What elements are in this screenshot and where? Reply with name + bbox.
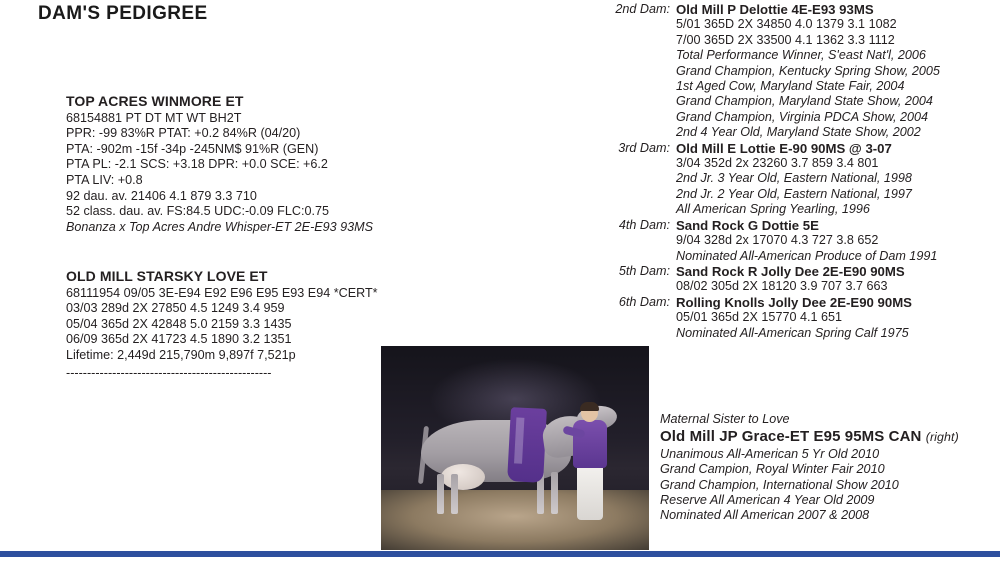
dam-block-old-mill-starsky-love (66, 269, 396, 381)
detail-line: 68111954 09/05 3E-E94 E92 E96 E95 E93 E94 *CERT* (66, 285, 378, 300)
section-divider: ------------------------------------------------- (66, 365, 272, 380)
cow-leg (451, 474, 458, 514)
detail-line: 52 class. dau. av. FS:84.5 UDC:-0.09 FLC:0.75 (66, 204, 329, 219)
dam-label: 3rd Dam: (618, 140, 670, 155)
dam-award: 1st Aged Cow, Maryland State Fair, 2004 (676, 79, 905, 94)
cow-leg (551, 472, 558, 514)
dam-record: 9/04 328d 2x 17070 4.3 727 3.8 652 (676, 233, 879, 248)
dam-award: 2nd Jr. 2 Year Old, Eastern National, 1997 (676, 186, 912, 201)
animal-name: OLD MILL STARSKY LOVE ET (66, 268, 268, 284)
dam-label: 5th Dam: (618, 263, 670, 278)
dam-award: Grand Champion, Kentucky Spring Show, 2005 (676, 63, 940, 78)
photo-side-note: (right) (925, 430, 959, 445)
dam-record: 05/01 365d 2X 15770 4.1 651 (676, 310, 842, 325)
dam-entry (608, 2, 1000, 141)
dam-name: Old Mill E Lottie E-90 90MS @ 3-07 (676, 140, 892, 156)
maternal-sister-block (660, 412, 1000, 524)
page-title: DAM'S PEDIGREE (38, 3, 208, 24)
sire-block-top-acres-winmore (66, 94, 396, 235)
dam-award: Grand Champion, Maryland State Show, 2004 (676, 94, 933, 109)
handler-hair (580, 402, 599, 411)
dam-award: 2nd 4 Year Old, Maryland State Show, 2002 (676, 125, 921, 140)
cow-show-photo (381, 346, 649, 550)
detail-line: 92 dau. av. 21406 4.1 879 3.3 710 (66, 188, 257, 203)
maternal-sister-award: Nominated All American 2007 & 2008 (660, 508, 870, 523)
dam-award: Total Performance Winner, S'east Nat'l, 2006 (676, 48, 926, 63)
maternal-sister-name-text: Old Mill JP Grace-ET E95 95MS CAN (660, 428, 922, 446)
dam-award: Nominated All-American Produce of Dam 1991 (676, 248, 938, 263)
dam-award: Grand Champion, Virginia PDCA Show, 2004 (676, 109, 929, 124)
detail-line: PTA PL: -2.1 SCS: +3.18 DPR: +0.0 SCE: +6.2 (66, 157, 328, 172)
dam-name: Sand Rock R Jolly Dee 2E-E90 90MS (676, 263, 905, 279)
dam-record: 5/01 365D 2X 34850 4.0 1379 3.1 1082 (676, 17, 897, 32)
dam-award: All American Spring Yearling, 1996 (676, 202, 870, 217)
dam-label: 2nd Dam: (615, 2, 670, 16)
dam-name: Rolling Knolls Jolly Dee 2E-E90 90MS (676, 294, 912, 310)
dam-entry (608, 218, 1000, 264)
dam-award: 2nd Jr. 3 Year Old, Eastern National, 1998 (676, 171, 912, 186)
dam-name: Sand Rock G Dottie 5E (676, 217, 819, 233)
maternal-sister-award: Unanimous All-American 5 Yr Old 2010 (660, 446, 880, 461)
dam-entry (608, 141, 1000, 218)
detail-line: PTA: -902m -15f -34p -245NM$ 91%R (GEN) (66, 141, 319, 156)
champion-banner (507, 407, 547, 483)
detail-line: 03/03 289d 2X 27850 4.5 1249 3.4 959 (66, 301, 285, 316)
cow-udder (441, 464, 485, 490)
dam-entry (608, 264, 1000, 295)
dam-record: 08/02 305d 2X 18120 3.9 707 3.7 663 (676, 279, 888, 294)
dam-entry (608, 295, 1000, 341)
detail-line: Lifetime: 2,449d 215,790m 9,897f 7,521p (66, 347, 296, 362)
dam-generations-list (608, 2, 1000, 341)
detail-line: 05/04 365d 2X 42848 5.0 2159 3.3 1435 (66, 316, 292, 331)
dam-record: 7/00 365D 2X 33500 4.1 1362 3.3 1112 (676, 32, 895, 47)
maternal-sister-award: Grand Campion, Royal Winter Fair 2010 (660, 462, 885, 477)
maternal-sister-intro: Maternal Sister to Love (660, 412, 790, 426)
maternal-sister-award: Grand Champion, International Show 2010 (660, 477, 899, 492)
detail-line: 06/09 365d 2X 41723 4.5 1890 3.2 1351 (66, 332, 292, 347)
detail-line: PPR: -99 83%R PTAT: +0.2 84%R (04/20) (66, 126, 301, 141)
dam-label: 4th Dam: (618, 217, 670, 232)
cow-leg (437, 474, 444, 514)
handler-torso (573, 420, 607, 468)
animal-name: TOP ACRES WINMORE ET (66, 93, 244, 109)
handler-legs (577, 464, 603, 520)
dam-record: 3/04 352d 2x 23260 3.7 859 3.4 801 (676, 156, 879, 171)
detail-line: 68154881 PT DT MT WT BH2T (66, 110, 242, 125)
dam-name: Old Mill P Delottie 4E-E93 93MS (676, 2, 874, 17)
dam-label: 6th Dam: (618, 294, 670, 309)
show-ring-floor (381, 490, 649, 550)
detail-line: PTA LIV: +0.8 (66, 172, 143, 187)
pedigree-parentage-line: Bonanza x Top Acres Andre Whisper-ET 2E-E93 93MS (66, 219, 374, 234)
footer-white-bar (0, 557, 1000, 565)
maternal-sister-name (660, 429, 1000, 445)
dam-award: Nominated All-American Spring Calf 1975 (676, 325, 909, 340)
maternal-sister-award: Reserve All American 4 Year Old 2009 (660, 493, 875, 508)
